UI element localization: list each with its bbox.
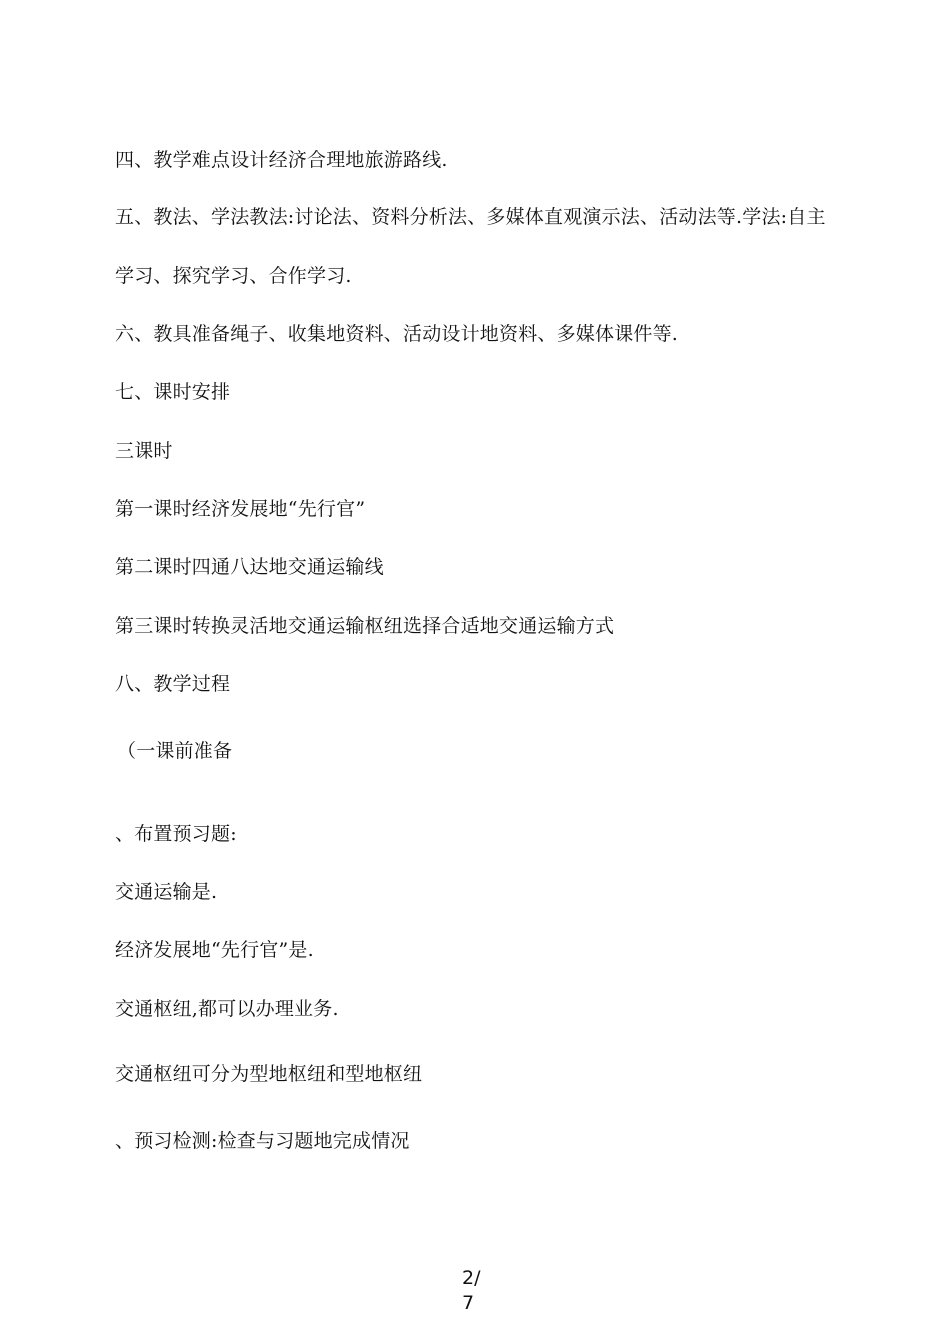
text-line-teaching-methods-cont: 学习、探究学习、合作学习.	[115, 265, 352, 287]
text-line-hub-business: 交通枢纽,都可以办理业务.	[115, 998, 339, 1020]
text-line-hub-types: 交通枢纽可分为型地枢纽和型地枢纽	[115, 1063, 423, 1085]
text-line-preview-tasks: 、布置预习题:	[115, 823, 237, 845]
text-line-period-two: 第二课时四通八达地交通运输线	[115, 556, 384, 578]
text-line-pioneer-is: 经济发展地“先行官”是.	[115, 939, 314, 961]
text-line-period-one: 第一课时经济发展地“先行官”	[115, 498, 366, 520]
page-number: 2/7	[462, 1267, 481, 1314]
text-line-transport-is: 交通运输是.	[115, 881, 218, 903]
text-line-period-three: 第三课时转换灵活地交通运输枢纽选择合适地交通运输方式	[115, 615, 615, 637]
text-line-process-heading: 八、教学过程	[115, 673, 231, 695]
text-line-schedule-heading: 七、课时安排	[115, 381, 231, 403]
text-line-teaching-methods: 五、教法、学法教法:讨论法、资料分析法、多媒体直观演示法、活动法等.学法:自主	[115, 206, 826, 228]
text-line-teaching-aids: 六、教具准备绳子、收集地资料、活动设计地资料、多媒体课件等.	[115, 323, 679, 345]
text-line-three-periods: 三课时	[115, 440, 173, 462]
text-line-teaching-difficulty: 四、教学难点设计经济合理地旅游路线.	[115, 149, 448, 171]
text-line-preparation: （一课前准备	[117, 740, 233, 762]
text-line-preview-check: 、预习检测:检查与习题地完成情况	[115, 1130, 410, 1152]
